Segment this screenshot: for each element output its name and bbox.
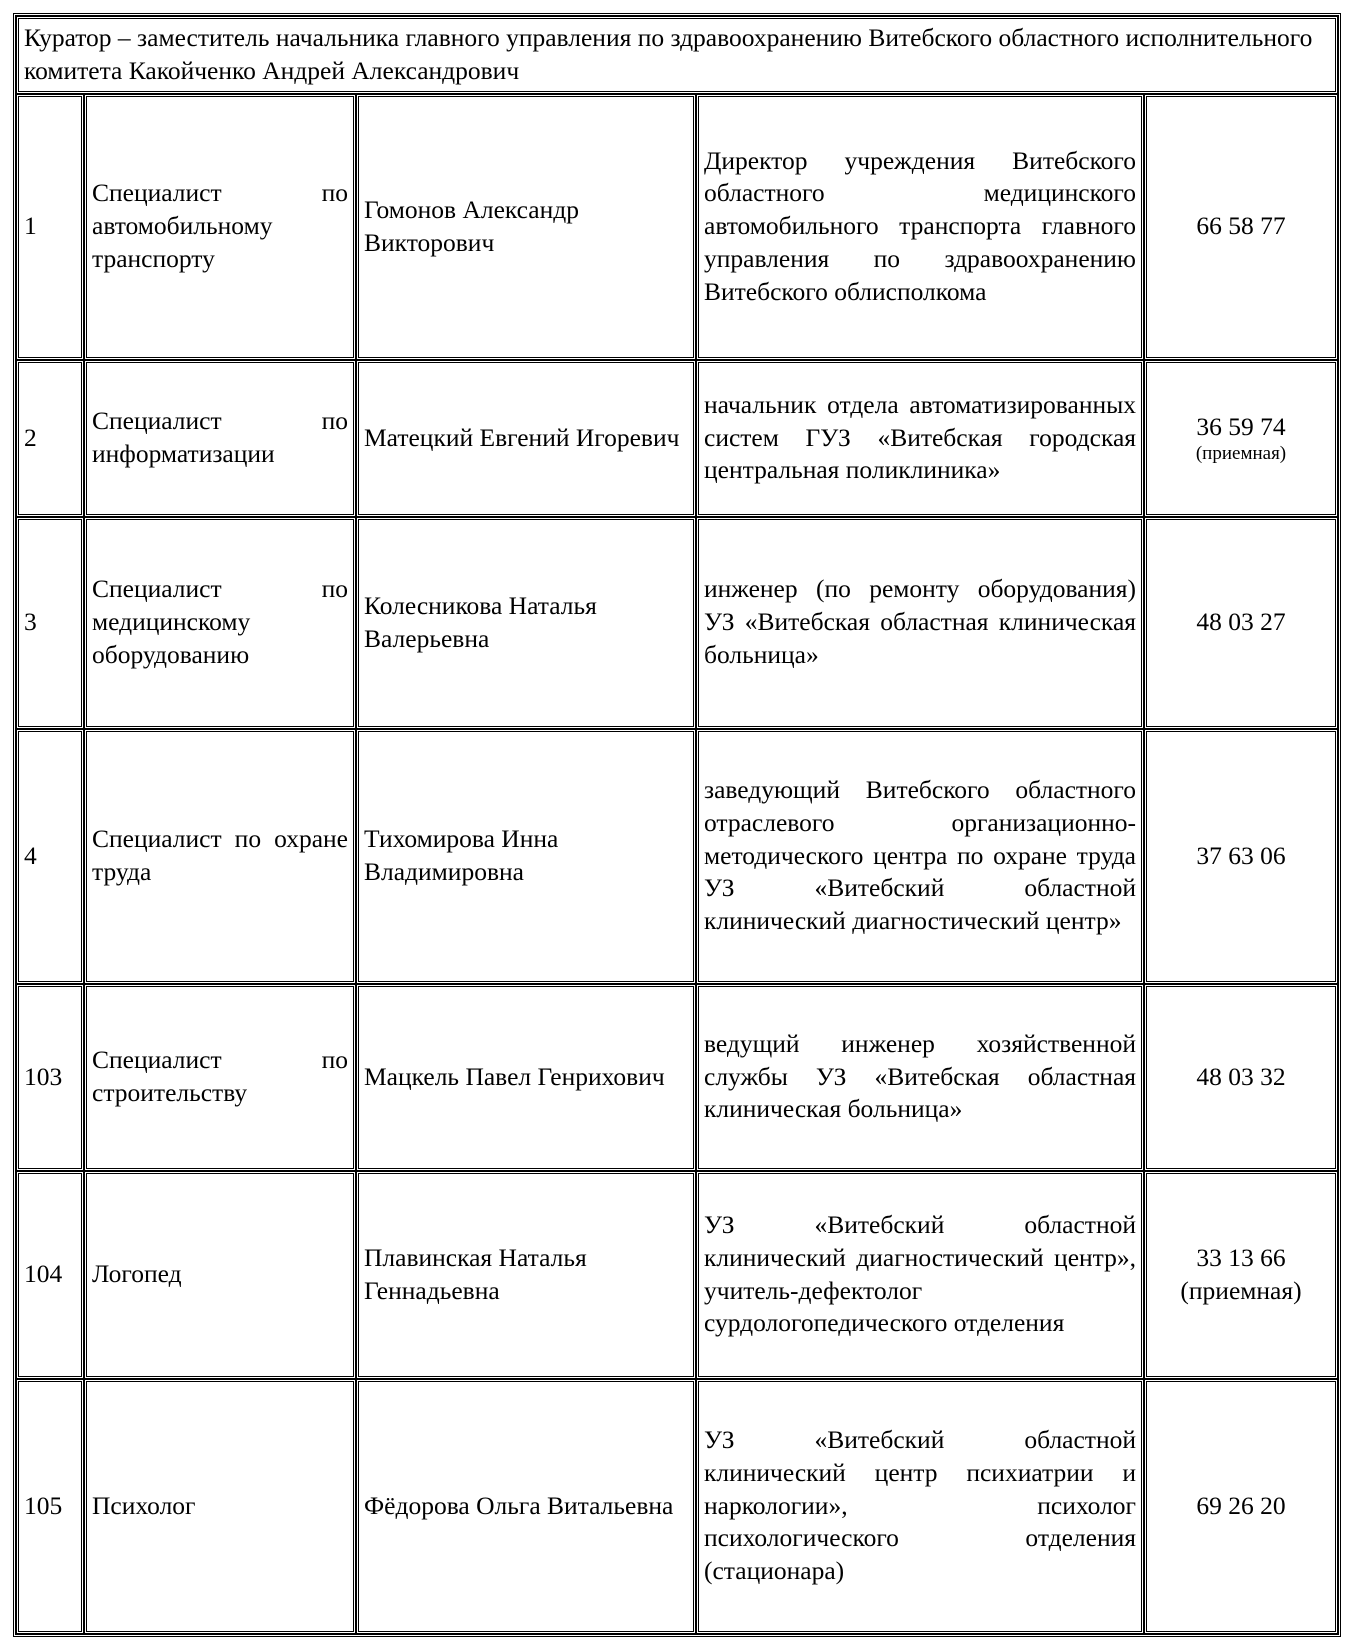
row-number: 105: [16, 1379, 84, 1634]
table-row: [16, 360, 1338, 517]
row-number: 2: [16, 360, 84, 517]
phone-number: 66 58 77: [1196, 211, 1286, 241]
row-description: УЗ «Витебский областной клинический центр психиатрии и наркологии», психолог психологического отделения (стационара): [696, 1379, 1144, 1634]
row-number: 3: [16, 517, 84, 729]
phone-number: 36 59 74: [1196, 411, 1286, 441]
table-header-row: [16, 16, 1338, 94]
curator-header-text: Куратор – заместитель начальника главного управления по здравоохранению Витебского областного исполнительного комитета Какойченко Андрей Александрович: [16, 16, 1338, 94]
table-row: [16, 517, 1338, 729]
row-name: Тихомирова Инна Владимировна: [356, 729, 696, 984]
row-phone: [1144, 360, 1338, 517]
row-phone: [1144, 94, 1338, 360]
table-row: [16, 1171, 1338, 1379]
curator-table-body: [16, 16, 1338, 1634]
row-role: Специалист по автомобильному транспорту: [84, 94, 356, 360]
phone-number: 48 03 32: [1196, 1061, 1286, 1091]
row-phone: [1144, 984, 1338, 1171]
phone-number: 37 63 06: [1196, 840, 1286, 870]
row-description: Директор учреждения Витебского областного медицинского автомобильного транспорта главного управления по здравоохранению Витебского облисполкома: [696, 94, 1144, 360]
row-description: ведущий инженер хозяйственной службы УЗ «Витебская областная клиническая больница»: [696, 984, 1144, 1171]
row-role: Специалист по строительству: [84, 984, 356, 1171]
row-role: Специалист по информатизации: [84, 360, 356, 517]
phone-number: 33 13 66: [1196, 1243, 1286, 1273]
phone-number: 69 26 20: [1196, 1490, 1286, 1520]
table-row: [16, 984, 1338, 1171]
row-role: Логопед: [84, 1171, 356, 1379]
row-number: 1: [16, 94, 84, 360]
curator-table: [13, 13, 1341, 1637]
phone-note: (приемная): [1180, 1275, 1302, 1305]
table-row: [16, 1379, 1338, 1634]
row-name: Матецкий Евгений Игоревич: [356, 360, 696, 517]
row-phone: [1144, 517, 1338, 729]
row-name: Колесникова Наталья Валерьевна: [356, 517, 696, 729]
phone-note: (приемная): [1195, 443, 1287, 465]
row-name: Мацкель Павел Генрихович: [356, 984, 696, 1171]
table-row: [16, 94, 1338, 360]
row-name: Гомонов Александр Викторович: [356, 94, 696, 360]
row-role: Специалист по охране труда: [84, 729, 356, 984]
row-description: заведующий Витебского областного отраслевого организационно-методического центра по охране труда УЗ «Витебский областной клинический диагностический центр»: [696, 729, 1144, 984]
row-number: 104: [16, 1171, 84, 1379]
row-phone: [1144, 729, 1338, 984]
row-number: 103: [16, 984, 84, 1171]
row-role: Специалист по медицинскому оборудованию: [84, 517, 356, 729]
row-number: 4: [16, 729, 84, 984]
row-role: Психолог: [84, 1379, 356, 1634]
phone-number: 48 03 27: [1196, 607, 1286, 637]
row-description: УЗ «Витебский областной клинический диагностический центр», учитель-дефектолог сурдологопедического отделения: [696, 1171, 1144, 1379]
table-row: [16, 729, 1338, 984]
row-description: начальник отдела автоматизированных систем ГУЗ «Витебская городская центральная поликлиника»: [696, 360, 1144, 517]
row-phone: [1144, 1171, 1338, 1379]
row-phone: [1144, 1379, 1338, 1634]
row-name: Плавинская Наталья Геннадьевна: [356, 1171, 696, 1379]
row-description: инженер (по ремонту оборудования) УЗ «Витебская областная клиническая больница»: [696, 517, 1144, 729]
row-name: Фёдорова Ольга Витальевна: [356, 1379, 696, 1634]
